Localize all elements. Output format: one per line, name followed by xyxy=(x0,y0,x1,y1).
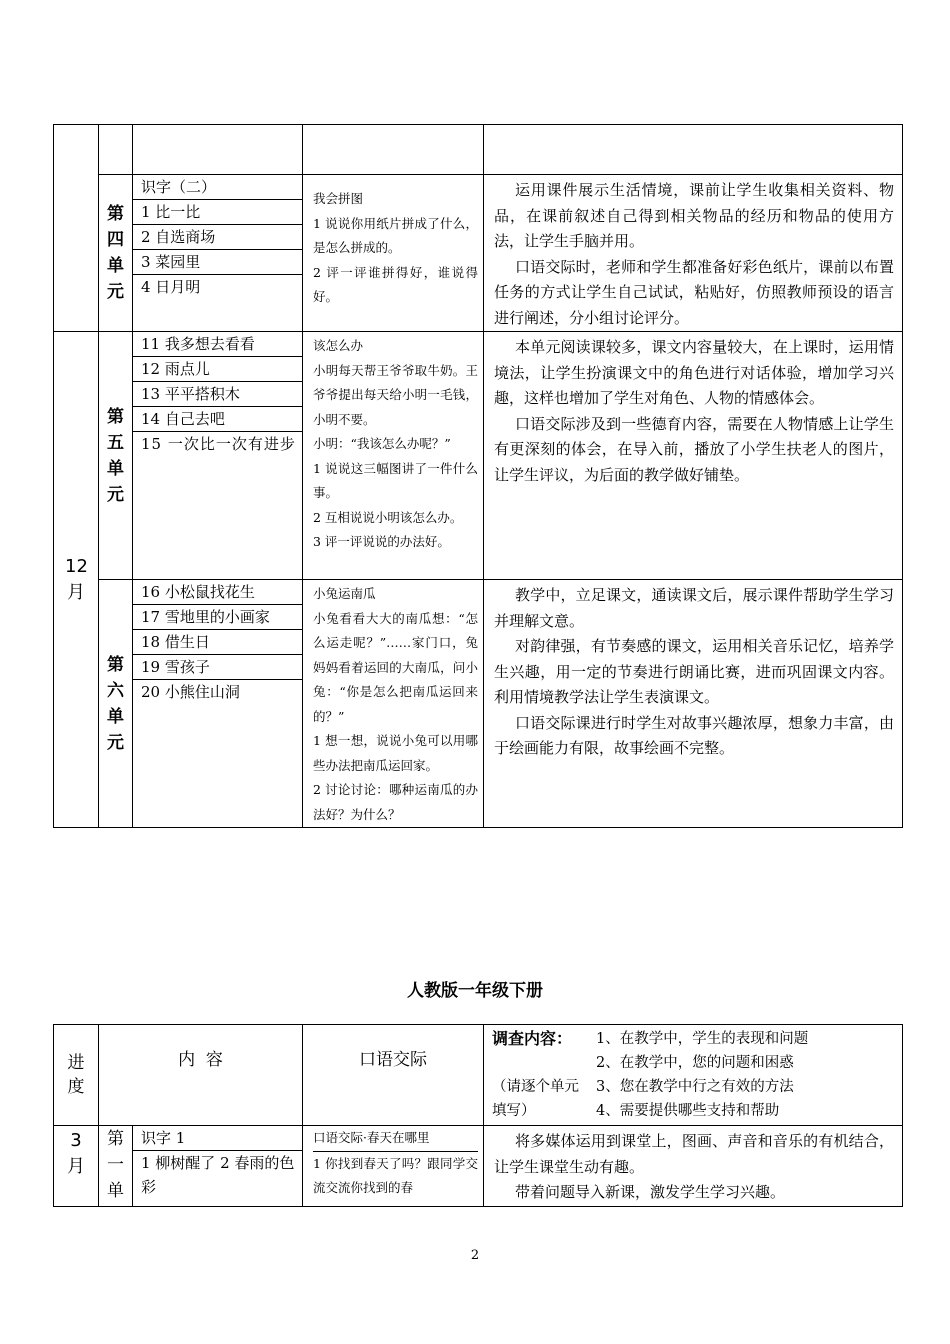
list-item: 12 雨点儿 xyxy=(133,357,302,382)
month-label: 3月 xyxy=(54,1126,99,1207)
lesson-plan-table-1 xyxy=(53,124,903,828)
lesson-list xyxy=(133,332,303,580)
oral-line: 3 评一评说说的办法好。 xyxy=(313,534,450,549)
oral-line: 小明每天帮王爷爷取牛奶。王爷爷提出每天给小明一毛钱，小明不要。 xyxy=(313,362,478,427)
table-row xyxy=(54,125,903,175)
note-paragraph: 运用课件展示生活情境，课前让学生收集相关资料、物品，在课前叙述自己得到相关物品的经历和物品的使用方法，让学生手脑并用。 xyxy=(494,181,894,250)
list-item: 1 柳树醒了 2 春雨的色彩 xyxy=(141,1154,295,1196)
notes-cell xyxy=(484,125,903,175)
teaching-notes xyxy=(484,580,903,828)
oral-line: 1 说说这三幅图讲了一件什么事。 xyxy=(313,460,478,500)
oral-title: 我会拼图 xyxy=(313,191,364,206)
progress-header: 进度 xyxy=(54,1025,99,1126)
list-item: 18 借生日 xyxy=(133,630,302,655)
lesson-list xyxy=(133,580,303,828)
note-paragraph: 口语交际时，老师和学生都准备好彩色纸片，课前以布置任务的方式让学生自己试试，粘贴好，仿照教师预设的语言进行阐述，分小组讨论评分。 xyxy=(494,257,894,327)
list-item: 1 比一比 xyxy=(133,200,302,225)
note-paragraph: 将多媒体运用到课堂上，图画、声音和音乐的有机结合，让学生课堂生动有趣。 xyxy=(494,1132,894,1176)
survey-item: 3、您在教学中行之有效的方法 xyxy=(596,1079,794,1095)
list-item: 20 小熊住山洞 xyxy=(141,683,240,701)
list-item: 15 一次比一次有进步 xyxy=(141,435,296,453)
oral-line: 1 想一想，说说小兔可以用哪些办法把南瓜运回家。 xyxy=(313,733,478,773)
oral-communication xyxy=(303,580,484,828)
list-item: 16 小松鼠找花生 xyxy=(133,580,302,605)
table-row-unit4 xyxy=(54,175,903,332)
oral-title: 小兔运南瓜 xyxy=(313,586,376,601)
oral-header: 口语交际 xyxy=(303,1025,484,1126)
note-paragraph: 带着问题导入新课，激发学生学习兴趣。 xyxy=(515,1183,786,1201)
unit-label: 第四单元 xyxy=(99,175,133,332)
oral-line: 小明：“我该怎么办呢？” xyxy=(313,436,451,451)
list-item: 识字（二） xyxy=(133,175,302,200)
content-header: 内 容 xyxy=(99,1025,303,1126)
table-row xyxy=(54,1126,903,1207)
survey-item: 2、在教学中，您的问题和困惑 xyxy=(596,1055,794,1071)
teaching-notes xyxy=(484,332,903,580)
unit-cell xyxy=(99,125,133,175)
note-paragraph: 教学中，立足课文，通读课文后，展示课件帮助学生学习并理解文意。 xyxy=(494,586,894,630)
month-cell xyxy=(54,125,99,175)
oral-cell xyxy=(303,125,484,175)
teaching-notes xyxy=(484,1126,903,1207)
teaching-notes xyxy=(484,175,903,332)
lesson-list xyxy=(133,175,303,332)
table-row-unit6 xyxy=(54,580,903,828)
oral-line: 2 评一评谁拼得好，谁说得好。 xyxy=(313,264,478,304)
lesson-list xyxy=(133,1126,303,1207)
note-paragraph: 口语交际课进行时学生对故事兴趣浓厚，想象力丰富，由于绘画能力有限，故事绘画不完整。 xyxy=(494,713,894,757)
list-item: 2 自选商场 xyxy=(133,225,302,250)
oral-communication xyxy=(303,175,484,332)
month-cell xyxy=(54,175,99,332)
oral-communication xyxy=(303,1126,484,1207)
oral-line: 2 互相说说小明该怎么办。 xyxy=(313,509,463,525)
content-cell xyxy=(133,125,303,175)
oral-communication xyxy=(303,332,484,580)
list-item: 17 雪地里的小画家 xyxy=(133,605,302,630)
note-paragraph: 对韵律强，有节奏感的课文，运用相关音乐记忆，培养学生兴趣，用一定的节奏进行朗诵比赛，进而巩固课文内容。利用情境教学法让学生表演课文。 xyxy=(494,637,894,706)
list-item: 11 我多想去看看 xyxy=(133,332,302,357)
list-item: 13 平平搭积木 xyxy=(133,382,302,407)
oral-line: 小兔看看大大的南瓜想：“怎么运走呢？”……家门口，兔妈妈看着运回的大南瓜，问小兔：“你是怎么把南瓜运回来的？” xyxy=(313,610,478,724)
note-paragraph: 本单元阅读课较多，课文内容量较大，在上课时，运用情境法，让学生扮演课文中的角色进行对话体验，增加学习兴趣，这样也增加了学生对角色、人物的情感体会。 xyxy=(494,338,894,407)
unit-label: 第五单元 xyxy=(99,332,133,580)
oral-line: 1 说说你用纸片拼成了什么，是怎么拼成的。 xyxy=(313,215,478,255)
oral-title: 口语交际·春天在哪里 xyxy=(313,1126,478,1152)
table-row-unit5 xyxy=(54,332,903,580)
list-item: 识字 1 xyxy=(133,1126,302,1151)
page-number: 2 xyxy=(470,1248,480,1263)
oral-title: 该怎么办 xyxy=(313,338,364,353)
oral-line: 2 讨论讨论：哪种运南瓜的办法好？为什么？ xyxy=(313,782,478,822)
list-item: 3 菜园里 xyxy=(133,250,302,275)
lesson-plan-table-2 xyxy=(53,1024,903,1207)
list-item: 4 日月明 xyxy=(141,278,201,296)
note-paragraph: 口语交际涉及到一些德育内容，需要在人物情感上让学生有更深刻的体会，在导入前，播放了小学生扶老人的图片，让学生评议，为后面的教学做好铺垫。 xyxy=(494,414,894,484)
survey-label: 调查内容： xyxy=(492,1029,573,1048)
month-label: 12月 xyxy=(54,332,99,828)
survey-item: 1、在教学中，学生的表现和问题 xyxy=(596,1031,809,1047)
header-row xyxy=(54,1025,903,1126)
unit-label: 第六单元 xyxy=(99,580,133,828)
survey-header xyxy=(484,1025,903,1126)
section-title: 人教版一年级下册 xyxy=(407,981,543,1001)
oral-line: 1 你找到春天了吗？跟同学交流交流你找到的春 xyxy=(313,1155,478,1195)
unit-label: 第一单 xyxy=(99,1126,133,1207)
survey-item: 4、需要提供哪些支持和帮助 xyxy=(596,1103,780,1119)
list-item: 14 自己去吧 xyxy=(133,407,302,432)
list-item: 19 雪孩子 xyxy=(133,655,302,680)
survey-note: （请逐个单元填写） xyxy=(492,1079,579,1119)
